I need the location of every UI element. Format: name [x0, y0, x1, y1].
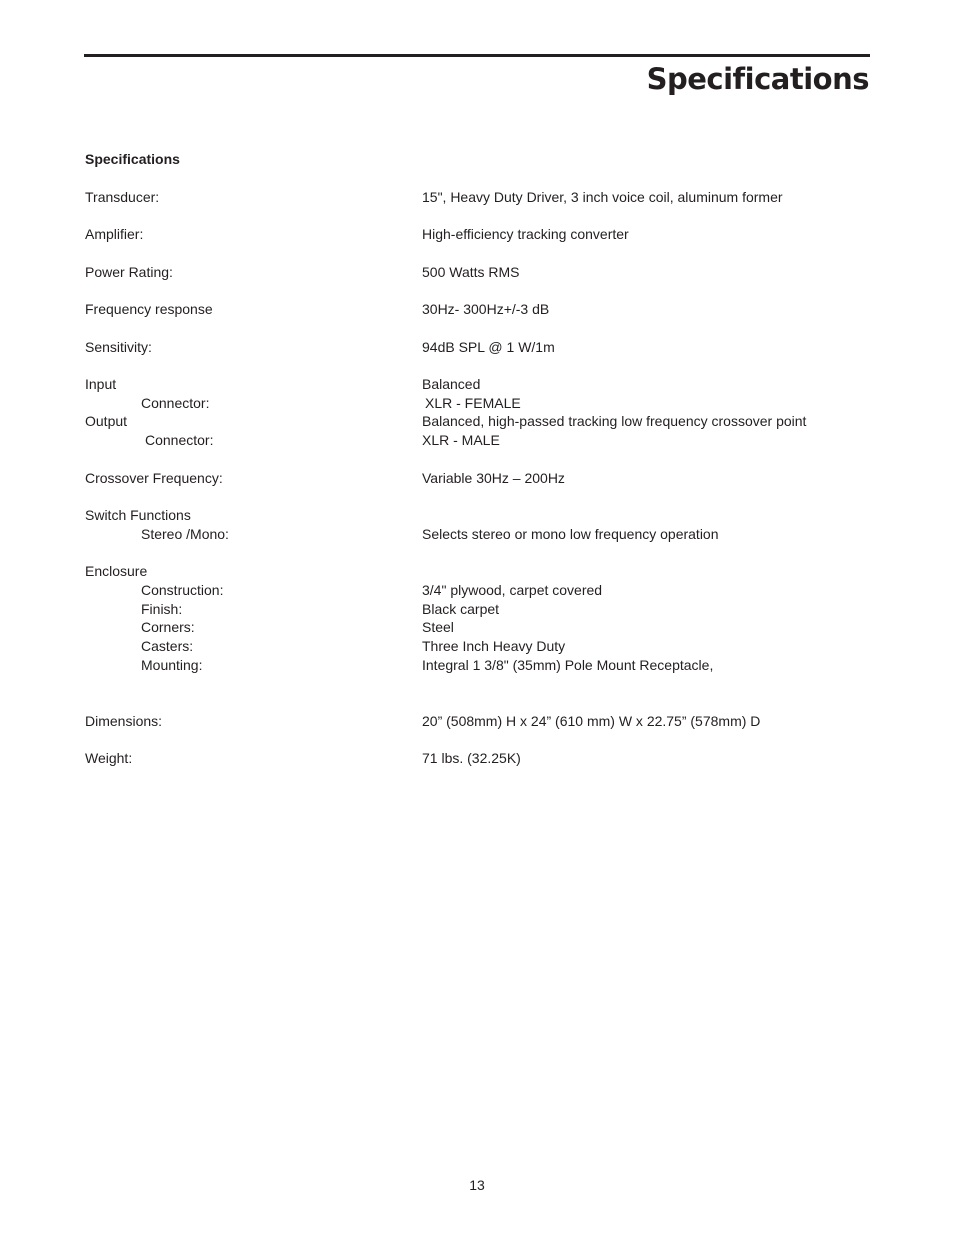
construction-value: 3/4" plywood, carpet covered: [422, 582, 603, 598]
crossover-frequency-label: Crossover Frequency:: [85, 470, 223, 486]
page-title: Specifications: [646, 62, 869, 96]
input-connector-value: XLR - FEMALE: [425, 395, 521, 411]
stereo-mono-value: Selects stereo or mono low frequency operation: [422, 526, 719, 542]
corners-value: Steel: [422, 619, 454, 635]
transducer-value: 15", Heavy Duty Driver, 3 inch voice coil, aluminum former: [422, 189, 783, 205]
sensitivity-label: Sensitivity:: [85, 339, 152, 355]
transducer-label: Transducer:: [85, 189, 160, 205]
output-connector-value: XLR - MALE: [422, 432, 500, 448]
enclosure-label: Enclosure: [85, 563, 148, 579]
frequency-response-value: 30Hz- 300Hz+/-3 dB: [422, 301, 550, 317]
finish-label: Finish:: [141, 601, 183, 617]
input-connector-label: Connector:: [141, 395, 210, 411]
power-rating-value: 500 Watts RMS: [422, 264, 520, 280]
dimensions-value: 20” (508mm) H x 24” (610 mm) W x 22.75” (578mm) D: [422, 713, 761, 729]
input-value: Balanced: [422, 376, 481, 392]
mounting-label: Mounting:: [141, 657, 203, 673]
finish-value: Black carpet: [422, 601, 500, 617]
output-value: Balanced, high-passed tracking low frequency crossover point: [422, 413, 807, 429]
casters-value: Three Inch Heavy Duty: [422, 638, 566, 654]
amplifier-label: Amplifier:: [85, 226, 144, 242]
mounting-value: Integral 1 3/8" (35mm) Pole Mount Receptacle,: [422, 657, 714, 673]
page-number: 13: [469, 1177, 485, 1193]
weight-label: Weight:: [85, 750, 133, 766]
spec-table: [85, 0, 865, 800]
output-label: Output: [85, 413, 128, 429]
crossover-frequency-value: Variable 30Hz – 200Hz: [422, 470, 565, 486]
input-label: Input: [85, 376, 117, 392]
section-heading: Specifications: [85, 151, 180, 167]
construction-label: Construction:: [141, 582, 224, 598]
casters-label: Casters:: [141, 638, 194, 654]
stereo-mono-label: Stereo /Mono:: [141, 526, 229, 542]
corners-label: Corners:: [141, 619, 195, 635]
output-connector-label: Connector:: [145, 432, 214, 448]
amplifier-value: High-efficiency tracking converter: [422, 226, 629, 242]
power-rating-label: Power Rating:: [85, 264, 173, 280]
weight-value: 71 lbs. (32.25K): [422, 750, 521, 766]
dimensions-label: Dimensions:: [85, 713, 163, 729]
sensitivity-value: 94dB SPL @ 1 W/1m: [422, 339, 555, 355]
switch-functions-label: Switch Functions: [85, 507, 191, 523]
frequency-response-label: Frequency response: [85, 301, 213, 317]
